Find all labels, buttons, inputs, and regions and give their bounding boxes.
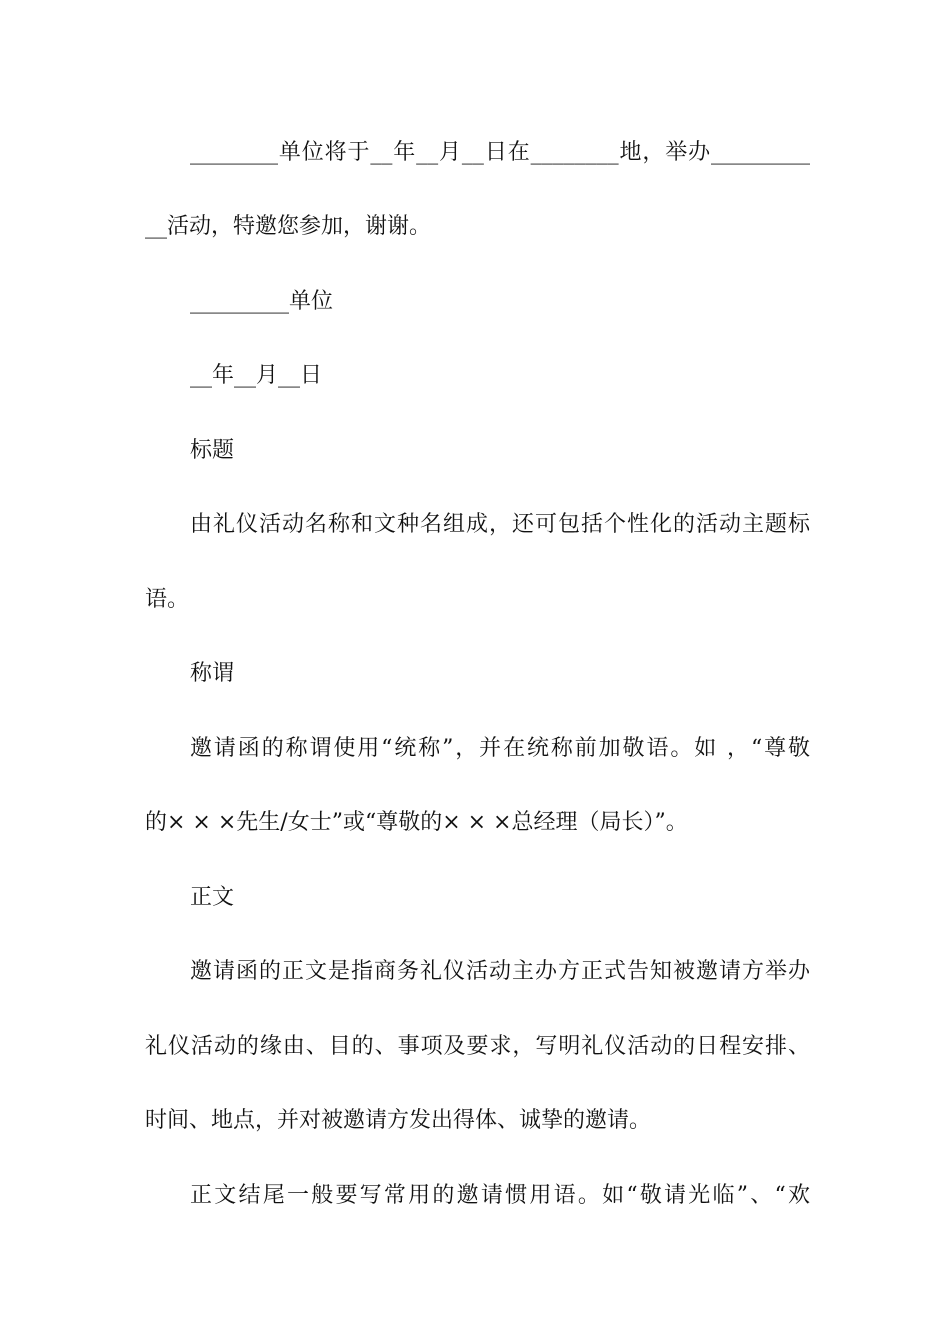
title-paragraph-line-1: 由礼仪活动名称和文种名组成，还可包括个性化的活动主题标 — [190, 512, 810, 537]
organizer-signature-line: _________单位 — [190, 289, 334, 314]
salutation-paragraph-line-2: 的× × ×先生/女士”或“尊敬的× × ×总经理（局长）”。 — [145, 810, 688, 835]
invitation-template-line-1: ________单位将于__年__月__日在________地，举办_________ — [190, 140, 810, 165]
heading-body: 正文 — [190, 885, 235, 910]
heading-salutation: 称谓 — [190, 661, 235, 686]
body-paragraph-line-1: 邀请函的正文是指商务礼仪活动主办方正式告知被邀请方举办 — [190, 959, 810, 984]
invitation-template-line-2: __活动，特邀您参加，谢谢。 — [145, 214, 432, 239]
date-line: __年__月__日 — [190, 363, 323, 388]
heading-title: 标题 — [190, 438, 235, 463]
body-paragraph-line-3: 时间、地点，并对被邀请方发出得体、诚挚的邀请。 — [145, 1108, 652, 1133]
title-paragraph-line-2: 语。 — [145, 587, 190, 612]
body-paragraph-line-2: 礼仪活动的缘由、目的、事项及要求，写明礼仪活动的日程安排、 — [145, 1034, 810, 1059]
salutation-paragraph-line-1: 邀请函的称谓使用“统称”，并在统称前加敬语。如 ，“尊敬 — [190, 736, 810, 761]
closing-paragraph-line-1: 正文结尾一般要写常用的邀请惯用语。如“敬请光临”、“欢 — [190, 1183, 810, 1208]
